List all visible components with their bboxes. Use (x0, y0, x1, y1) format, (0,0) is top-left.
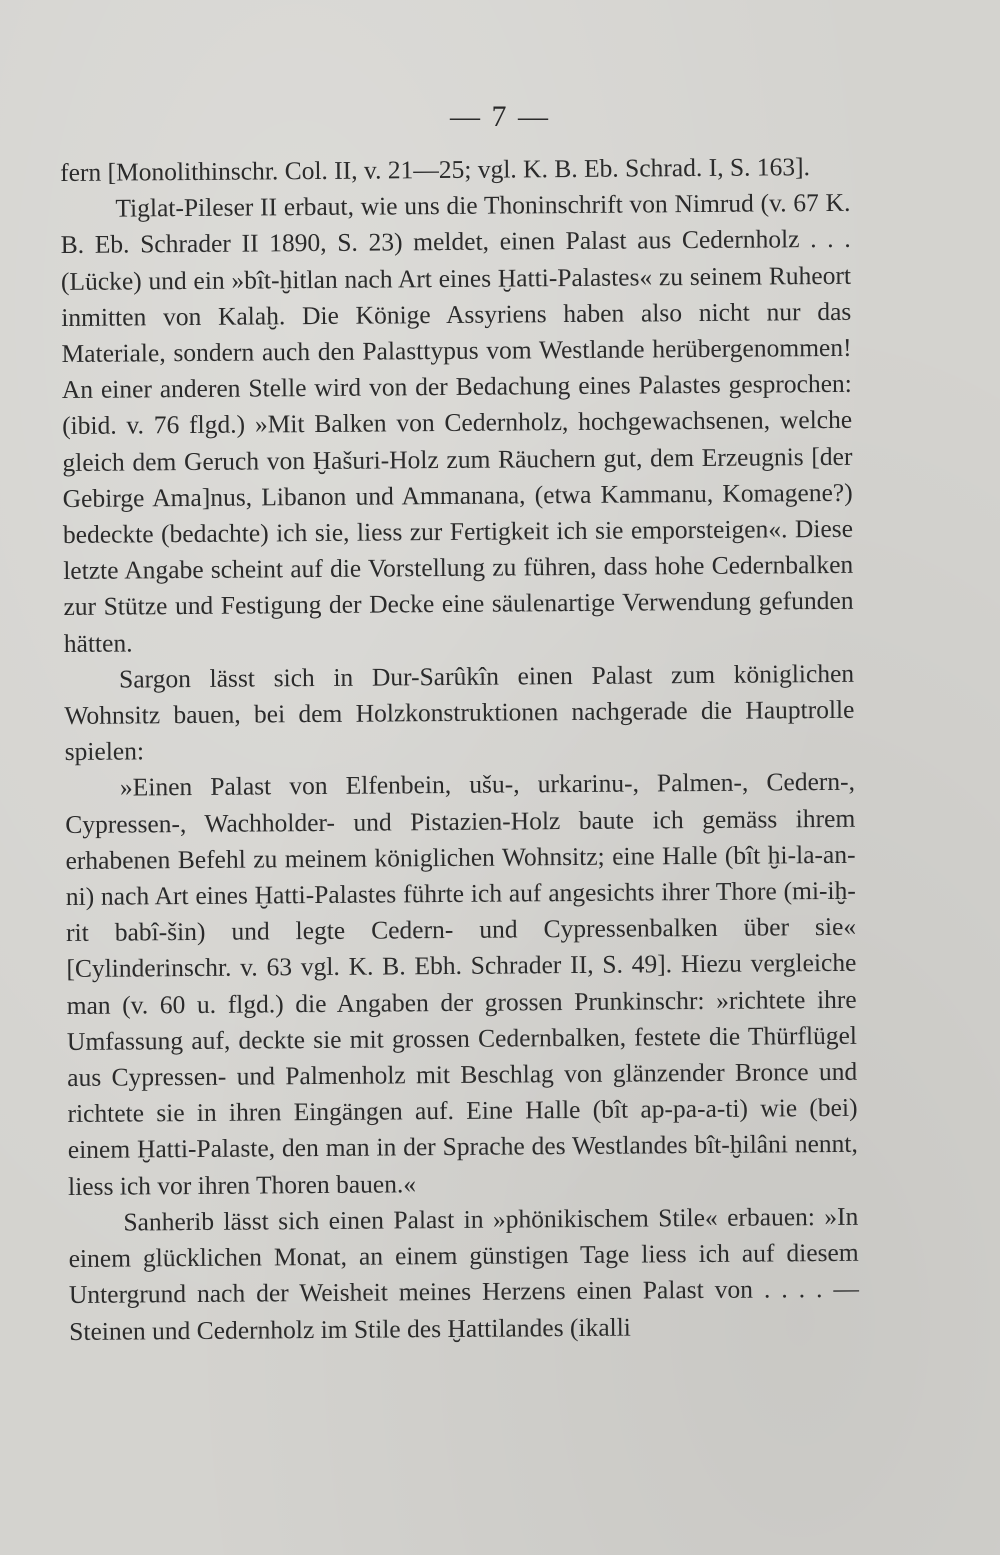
paragraph-sargon: Sargon lässt sich in Dur-Sarûkîn einen Palast zum königlichen Wohnsitz bauen, bei dem Holzkonstruktionen nachgerade die Hauptrolle spielen: (64, 658, 855, 767)
body-text (60, 149, 859, 1350)
paragraph-tiglat-pileser: Tiglat-Pileser II erbaut, wie uns die Thoninschrift von Nimrud (v. 67 K. B. Eb. Schrader II 1890, S. 23) meldet, einen Palast aus Cedernholz . . . (Lücke) und ein »bît-ḫitlan nach Art eines Ḫatti-Palastes« zu seinem Ruheort inmitten von Kalaḫ. Die Könige Assyriens haben also nicht nur das Materiale, sondern auch den Palasttypus vom Westlande herübergenommen! An einer anderen Stelle wird von der Bedachung eines Palastes gesprochen: (ibid. v. 76 flgd.) »Mit Balken von Cedernholz, hochgewachsenen, welche gleich dem Geruch von Ḫašuri-Holz zum Räuchern gut, dem Erzeugnis [der Gebirge Ama]nus, Libanon und Ammanana, (etwa Kammanu, Komagene?) bedeckte (bedachte) ich sie, liess zur Fertigkeit ich sie emporsteigen«. Diese letzte Angabe scheint auf die Vorstellung zu führen, dass hohe Cedernbalken zur Stütze und Festigung der Decke eine säulenartige Verwendung gefunden hätten. (60, 187, 854, 658)
page-number: — 7 — (450, 100, 550, 133)
paragraph-sanherib: Sanherib lässt sich einen Palast in »phönikischem Stile« erbauen: »In einem glücklichen Monat, an einem günstigen Tage liess ich auf diesem Untergrund nach der Weisheit meines Herzens einen Palast von . . . . — Steinen und Cedernholz im Stile des Ḫattilandes (ikalli (68, 1201, 860, 1346)
paragraph-sargon-quote: »Einen Palast von Elfenbein, ušu-, urkarinu-, Palmen-, Cedern-, Cypressen-, Wachholder- und Pistazien-Holz baute ich gemäss ihrem erhabenen Befehl zu meinem königlichen Wohnsitz; eine Halle (bît ḫi-la-an-ni) nach Art eines Ḫatti-Palastes führte ich auf angesichts ihrer Thore (mi-iḫ-rit babî-šin) und legte Cedern- und Cypressenbalken über sie« [Cylinderinschr. v. 63 vgl. K. B. Ebh. Schrader II, S. 49]. Hiezu vergleiche man (v. 60 u. flgd.) die Angaben der grossen Prunkinschr: »richtete ihre Umfassung auf, deckte sie mit grossen Cedernbalken, festete die Thürflügel aus Cypressen- und Palmenholz mit Beschlag von glänzender Bronce und richtete sie in ihren Eingängen auf. Eine Halle (bît ap-pa-a-ti) wie (bei) einem Ḫatti-Palaste, den man in der Sprache des Westlandes bît-ḫilâni nennt, liess ich vor ihren Thoren bauen.« (65, 767, 858, 1201)
paragraph-continuation: fern [Monolithinschr. Col. II, v. 21—25; vgl. K. B. Eb. Schrad. I, S. 163]. (60, 152, 811, 187)
